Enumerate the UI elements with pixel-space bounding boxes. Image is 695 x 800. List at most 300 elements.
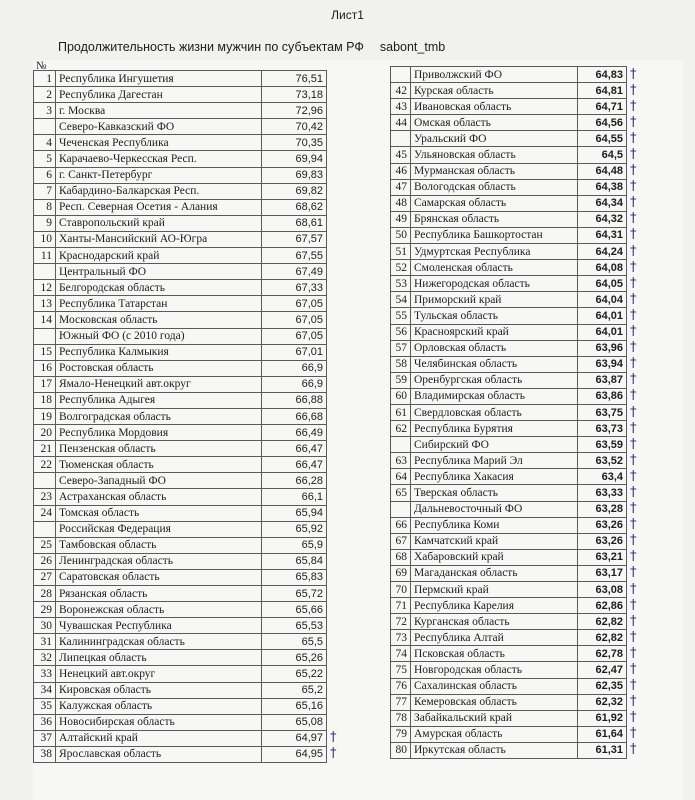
life-expectancy-value: 65,5 (262, 634, 327, 650)
life-expectancy-value: 67,33 (262, 280, 327, 296)
handwritten-mark: † (630, 130, 637, 146)
table-row (391, 678, 647, 694)
life-expectancy-value: 62,82 (578, 630, 627, 646)
table-row (391, 469, 647, 485)
region-name: Республика Татарстан (56, 296, 262, 312)
region-name: Астраханская область (56, 489, 262, 505)
region-name: Ростовская область (56, 360, 262, 376)
handwritten-mark (327, 425, 387, 441)
handwritten-mark: † (630, 468, 637, 484)
row-number (391, 67, 411, 83)
region-name: Амурская область (411, 726, 578, 742)
region-name: Челябинская область (411, 356, 578, 372)
life-expectancy-value: 66,68 (262, 408, 327, 424)
handwritten-mark (327, 215, 387, 231)
row-number: 5 (34, 151, 56, 167)
row-number: 60 (391, 388, 411, 404)
life-expectancy-value: 65,08 (262, 714, 327, 730)
row-number: 13 (34, 296, 56, 312)
row-number: 6 (34, 167, 56, 183)
table-row (34, 248, 387, 264)
life-expectancy-value: 62,47 (578, 662, 627, 678)
region-name: Липецкая область (56, 650, 262, 666)
region-name: Дальневосточный ФО (411, 501, 578, 517)
handwritten-mark (327, 328, 387, 344)
region-name: Удмуртская Республика (411, 244, 578, 260)
life-expectancy-value: 63,94 (578, 356, 627, 372)
region-name: Красноярский край (411, 324, 578, 340)
region-name: Республика Адыгея (56, 392, 262, 408)
row-number: 11 (34, 248, 56, 264)
row-number: 3 (34, 103, 56, 119)
life-expectancy-value: 64,32 (578, 211, 627, 227)
life-expectancy-value: 63,52 (578, 453, 627, 469)
table-row (34, 730, 387, 746)
life-expectancy-value: 66,28 (262, 473, 327, 489)
table-row (34, 280, 387, 296)
row-number: 44 (391, 115, 411, 131)
table-row (391, 211, 647, 227)
table-row (34, 296, 387, 312)
life-expectancy-value: 63,33 (578, 485, 627, 501)
row-number: 18 (34, 392, 56, 408)
table-row (34, 634, 387, 650)
region-name: Пензенская область (56, 441, 262, 457)
table-row (391, 726, 647, 742)
handwritten-mark: † (330, 730, 337, 746)
region-name: Новосибирская область (56, 714, 262, 730)
region-name: Орловская область (411, 340, 578, 356)
handwritten-mark (327, 618, 387, 634)
row-number: 46 (391, 163, 411, 179)
handwritten-mark (327, 312, 387, 328)
row-number: 80 (391, 742, 411, 758)
handwritten-mark (327, 280, 387, 296)
row-number: 66 (391, 517, 411, 533)
region-name: Пермский край (411, 582, 578, 598)
life-expectancy-value: 66,47 (262, 457, 327, 473)
region-name: Тюменская область (56, 457, 262, 473)
row-number: 8 (34, 199, 56, 215)
row-number: 59 (391, 372, 411, 388)
row-number: 52 (391, 260, 411, 276)
row-number: 25 (34, 537, 56, 553)
table-row (34, 553, 387, 569)
region-name: Российская Федерация (56, 521, 262, 537)
life-expectancy-value: 65,9 (262, 537, 327, 553)
row-number: 33 (34, 666, 56, 682)
handwritten-mark: † (630, 694, 637, 710)
table-row (391, 710, 647, 726)
table-row (34, 682, 387, 698)
life-expectancy-value: 61,31 (578, 742, 627, 758)
handwritten-mark (327, 296, 387, 312)
row-number: 24 (34, 505, 56, 521)
region-name: Республика Хакасия (411, 469, 578, 485)
handwritten-mark (327, 650, 387, 666)
row-number (34, 473, 56, 489)
table-row (391, 437, 647, 453)
table-row (34, 392, 387, 408)
life-expectancy-value: 76,51 (262, 71, 327, 87)
region-name: Ненецкий авт.округ (56, 666, 262, 682)
region-name: Приволжский ФО (411, 67, 578, 83)
life-expectancy-value: 65,94 (262, 505, 327, 521)
life-expectancy-value: 63,96 (578, 340, 627, 356)
row-number: 17 (34, 376, 56, 392)
handwritten-mark (327, 183, 387, 199)
life-expectancy-value: 62,35 (578, 678, 627, 694)
handwritten-mark (327, 392, 387, 408)
life-expectancy-value: 64,5 (578, 147, 627, 163)
life-expectancy-value: 62,86 (578, 598, 627, 614)
handwritten-mark: † (630, 163, 637, 179)
handwritten-mark: † (630, 726, 637, 742)
left-table (33, 70, 387, 763)
table-row (391, 614, 647, 630)
row-number: 72 (391, 614, 411, 630)
handwritten-mark (327, 87, 387, 103)
life-expectancy-value: 64,38 (578, 179, 627, 195)
table-row (34, 473, 387, 489)
row-number: 12 (34, 280, 56, 296)
table-row (34, 215, 387, 231)
region-name: Калужская область (56, 698, 262, 714)
handwritten-mark: † (630, 243, 637, 259)
right-table (390, 66, 647, 759)
region-name: Республика Башкортостан (411, 227, 578, 243)
life-expectancy-value: 61,64 (578, 726, 627, 742)
spreadsheet-page (33, 60, 683, 800)
region-name: Карачаево-Черкесская Респ. (56, 151, 262, 167)
handwritten-mark (327, 537, 387, 553)
life-expectancy-value: 66,49 (262, 425, 327, 441)
life-expectancy-value: 63,26 (578, 533, 627, 549)
region-name: Ханты-Мансийский АО-Югра (56, 231, 262, 247)
row-number: 14 (34, 312, 56, 328)
row-number: 78 (391, 710, 411, 726)
life-expectancy-value: 66,1 (262, 489, 327, 505)
life-expectancy-value: 68,61 (262, 215, 327, 231)
region-name: Брянская область (411, 211, 578, 227)
handwritten-mark: † (630, 356, 637, 372)
table-row (391, 244, 647, 260)
life-expectancy-value: 62,32 (578, 694, 627, 710)
row-number: 10 (34, 231, 56, 247)
table-row (391, 501, 647, 517)
table-row (391, 356, 647, 372)
table-row (34, 344, 387, 360)
row-number: 21 (34, 441, 56, 457)
life-expectancy-value: 65,84 (262, 553, 327, 569)
table-row (34, 537, 387, 553)
row-number: 50 (391, 227, 411, 243)
handwritten-mark (327, 199, 387, 215)
right-table-body (391, 67, 647, 759)
row-number: 31 (34, 634, 56, 650)
row-number: 76 (391, 678, 411, 694)
row-number: 2 (34, 87, 56, 103)
row-number: 38 (34, 746, 56, 762)
row-number: 55 (391, 308, 411, 324)
handwritten-mark (327, 714, 387, 730)
table-row (391, 598, 647, 614)
row-number: 20 (34, 425, 56, 441)
region-name: Тамбовская область (56, 537, 262, 553)
row-number: 54 (391, 292, 411, 308)
region-name: Республика Ингушетия (56, 71, 262, 87)
table-row (34, 618, 387, 634)
handwritten-mark (327, 344, 387, 360)
table-row (391, 292, 647, 308)
life-expectancy-value: 64,31 (578, 227, 627, 243)
region-name: Рязанская область (56, 586, 262, 602)
life-expectancy-value: 66,88 (262, 392, 327, 408)
handwritten-mark: † (630, 307, 637, 323)
row-number (34, 119, 56, 135)
row-number: 9 (34, 215, 56, 231)
table-row (391, 582, 647, 598)
handwritten-mark (327, 135, 387, 151)
row-number: 16 (34, 360, 56, 376)
region-name: Свердловская область (411, 404, 578, 420)
table-row (391, 147, 647, 163)
row-number (34, 264, 56, 280)
table-row (391, 99, 647, 115)
table-row (34, 167, 387, 183)
handwritten-mark: † (630, 613, 637, 629)
handwritten-mark (327, 682, 387, 698)
row-number: 53 (391, 276, 411, 292)
region-name: Респ. Северная Осетия - Алания (56, 199, 262, 215)
life-expectancy-value: 64,81 (578, 83, 627, 99)
life-expectancy-value: 70,35 (262, 135, 327, 151)
region-name: Хабаровский край (411, 549, 578, 565)
table-row (391, 742, 647, 758)
handwritten-mark: † (330, 746, 337, 762)
region-name: Курская область (411, 83, 578, 99)
region-name: Самарская область (411, 195, 578, 211)
row-number: 26 (34, 553, 56, 569)
row-number: 62 (391, 421, 411, 437)
life-expectancy-value: 67,55 (262, 248, 327, 264)
row-number: 75 (391, 662, 411, 678)
life-expectancy-value: 70,42 (262, 119, 327, 135)
handwritten-mark (327, 408, 387, 424)
region-name: Республика Марий Эл (411, 453, 578, 469)
handwritten-mark (327, 264, 387, 280)
handwritten-mark (327, 151, 387, 167)
row-number: 23 (34, 489, 56, 505)
life-expectancy-value: 67,05 (262, 312, 327, 328)
region-name: Курганская область (411, 614, 578, 630)
table-row (391, 453, 647, 469)
handwritten-mark: † (630, 645, 637, 661)
handwritten-mark: † (630, 179, 637, 195)
life-expectancy-value: 64,24 (578, 244, 627, 260)
region-name: Алтайский край (56, 730, 262, 746)
region-name: Республика Алтай (411, 630, 578, 646)
handwritten-mark (327, 457, 387, 473)
region-name: Магаданская область (411, 565, 578, 581)
table-row (34, 151, 387, 167)
region-name: Ярославская область (56, 746, 262, 762)
life-expectancy-value: 65,16 (262, 698, 327, 714)
region-name: Псковская область (411, 646, 578, 662)
table-row (391, 131, 647, 147)
handwritten-mark: † (630, 211, 637, 227)
handwritten-mark (327, 666, 387, 682)
table-row (34, 650, 387, 666)
region-name: Омская область (411, 115, 578, 131)
region-name: Калининградская область (56, 634, 262, 650)
table-row (391, 179, 647, 195)
life-expectancy-value: 69,83 (262, 167, 327, 183)
table-row (34, 328, 387, 344)
table-row (34, 71, 387, 87)
row-number: 15 (34, 344, 56, 360)
row-number: 7 (34, 183, 56, 199)
region-name: Волгоградская область (56, 408, 262, 424)
life-expectancy-value: 64,08 (578, 260, 627, 276)
handwritten-mark (327, 103, 387, 119)
table-row (391, 308, 647, 324)
handwritten-mark: † (630, 114, 637, 130)
row-number: 49 (391, 211, 411, 227)
handwritten-mark: † (630, 66, 637, 82)
life-expectancy-value: 64,34 (578, 195, 627, 211)
life-expectancy-value: 68,62 (262, 199, 327, 215)
row-number: 71 (391, 598, 411, 614)
handwritten-mark (327, 586, 387, 602)
region-name: Республика Коми (411, 517, 578, 533)
handwritten-mark: † (630, 581, 637, 597)
row-number: 1 (34, 71, 56, 87)
life-expectancy-value: 64,48 (578, 163, 627, 179)
region-name: Кемеровская область (411, 694, 578, 710)
handwritten-mark (327, 521, 387, 537)
table-row (34, 457, 387, 473)
region-name: Белгородская область (56, 280, 262, 296)
life-expectancy-value: 67,05 (262, 296, 327, 312)
row-number: 32 (34, 650, 56, 666)
handwritten-mark: † (630, 340, 637, 356)
life-expectancy-value: 61,92 (578, 710, 627, 726)
row-number: 67 (391, 533, 411, 549)
table-row (391, 421, 647, 437)
region-name: Оренбургская область (411, 372, 578, 388)
handwritten-mark: † (630, 372, 637, 388)
life-expectancy-value: 66,47 (262, 441, 327, 457)
table-row (391, 646, 647, 662)
handwritten-mark: † (630, 420, 637, 436)
table-row (34, 360, 387, 376)
handwritten-mark (327, 634, 387, 650)
life-expectancy-value: 63,59 (578, 437, 627, 453)
handwritten-mark: † (630, 388, 637, 404)
row-number: 69 (391, 565, 411, 581)
life-expectancy-value: 64,05 (578, 276, 627, 292)
handwritten-mark (327, 569, 387, 585)
table-row (391, 485, 647, 501)
title-text: Продолжительность жизни мужчин по субъектам РФ (58, 40, 364, 54)
handwritten-mark: † (630, 501, 637, 517)
handwritten-mark: † (630, 147, 637, 163)
handwritten-mark: † (630, 484, 637, 500)
handwritten-mark: † (630, 291, 637, 307)
life-expectancy-value: 67,05 (262, 328, 327, 344)
handwritten-mark: † (630, 662, 637, 678)
handwritten-mark: † (630, 710, 637, 726)
region-name: Саратовская область (56, 569, 262, 585)
handwritten-mark: † (630, 436, 637, 452)
region-name: Новгородская область (411, 662, 578, 678)
table-row (34, 666, 387, 682)
life-expectancy-value: 65,53 (262, 618, 327, 634)
region-name: Центральный ФО (56, 264, 262, 280)
table-row (34, 425, 387, 441)
row-number: 45 (391, 147, 411, 163)
life-expectancy-value: 63,4 (578, 469, 627, 485)
region-name: Чувашская Республика (56, 618, 262, 634)
row-number: 43 (391, 99, 411, 115)
handwritten-mark (327, 71, 387, 87)
handwritten-mark: † (630, 404, 637, 420)
row-number: 47 (391, 179, 411, 195)
life-expectancy-value: 65,22 (262, 666, 327, 682)
table-row (34, 489, 387, 505)
region-name: Приморский край (411, 292, 578, 308)
row-number: 77 (391, 694, 411, 710)
table-row (34, 698, 387, 714)
row-number: 28 (34, 586, 56, 602)
region-name: Уральский ФО (411, 131, 578, 147)
table-row (34, 183, 387, 199)
region-name: Смоленская область (411, 260, 578, 276)
life-expectancy-value: 64,97 (262, 730, 327, 746)
row-number: 29 (34, 602, 56, 618)
row-number (34, 328, 56, 344)
handwritten-mark: † (630, 629, 637, 645)
row-number: 57 (391, 340, 411, 356)
table-row (34, 505, 387, 521)
handwritten-mark (327, 167, 387, 183)
table-row (391, 340, 647, 356)
handwritten-mark: † (630, 742, 637, 758)
life-expectancy-value: 67,57 (262, 231, 327, 247)
handwritten-mark: † (630, 275, 637, 291)
row-number: 74 (391, 646, 411, 662)
region-name: Владимирская область (411, 388, 578, 404)
life-expectancy-value: 64,55 (578, 131, 627, 147)
table-row (391, 163, 647, 179)
life-expectancy-value: 65,72 (262, 586, 327, 602)
table-row (34, 441, 387, 457)
handwritten-mark (327, 473, 387, 489)
table-row (391, 549, 647, 565)
table-row (391, 195, 647, 211)
life-expectancy-value: 63,73 (578, 421, 627, 437)
life-expectancy-value: 65,26 (262, 650, 327, 666)
region-name: Тульская область (411, 308, 578, 324)
region-name: Ямало-Ненецкий авт.округ (56, 376, 262, 392)
life-expectancy-value: 66,9 (262, 360, 327, 376)
table-row (391, 227, 647, 243)
row-number: 70 (391, 582, 411, 598)
life-expectancy-value: 67,01 (262, 344, 327, 360)
life-expectancy-value: 62,78 (578, 646, 627, 662)
handwritten-mark: † (630, 259, 637, 275)
